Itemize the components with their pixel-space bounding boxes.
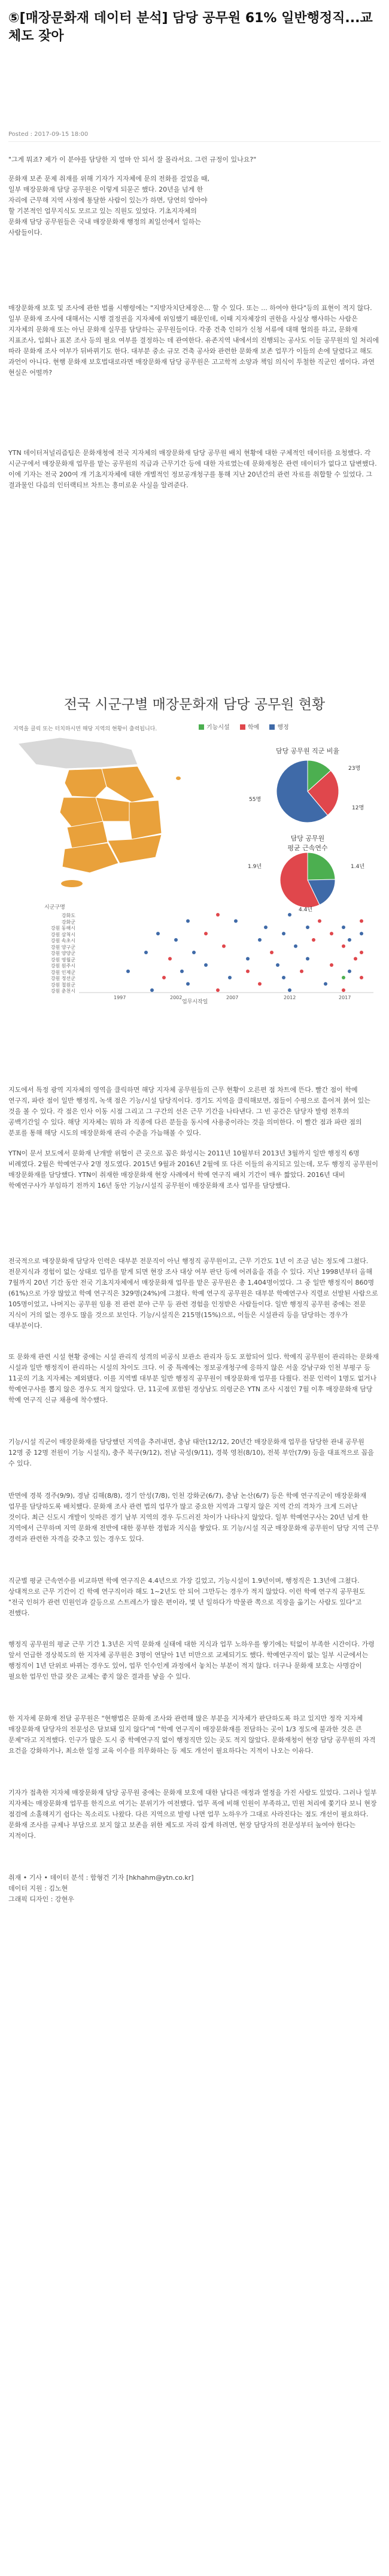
timeline-dot[interactable] (342, 945, 345, 948)
timeline-dot[interactable] (270, 951, 273, 954)
legend-item: 행정 (269, 722, 288, 731)
dot-row-label: 강원 양양군 (50, 951, 75, 956)
timeline-dot[interactable] (360, 976, 363, 979)
x-tick: 2012 (284, 995, 296, 1000)
timeline-dot[interactable] (258, 938, 262, 942)
paragraph-expert: 한 지자체 문화재 전담 공무원은 "현행법은 문화재 조사와 관련해 많은 부분을 지자체가 판단하도록 하고 있지만 정작 지자체 매장문화재 담당자의 전문성은 담보돼 있지 않다"며 "학예 연구직이 매장문화재를 전담하는 곳이 1/3 정도에 불과한 것은 큰 문제"라고 지적했다. 인구가 많은 도시 중 학예연구직 없이 행정직만 있는 곳도 적지 않았다. 문화재청이 현장 담당 공무원의 자격 요건을 강화하거나, 최소한 일정 교육 이수를 의무화하는 등 제도 개선이 필요하다는 지적이 나오는 이유다. (8, 1715, 376, 1755)
paragraph-tenure: 직군별 평균 근속연수를 비교하면 학예 연구직은 4.4년으로 가장 길었고, 기능시설이 1.9년이며, 행정직은 1.3년에 그쳤다. 상대적으로 근무 기간이 긴 학예 연구직이라 해도 1~2년도 안 되어 그만두는 경우가 적지 않았다. 이런 학예 연구직 공무원도 "전국 인허가 관련 민원인과 갈등으로 스트레스가 많은 편이라, 몇 년 일하다가 박물관 쪽으로 직장을 옮기는 사람도 있다"고 전했다. (8, 1577, 366, 1617)
pie1-label-green: 23명 (348, 766, 361, 772)
paragraph-map-guide: 지도에서 특정 광역 지자체의 영역을 클릭하면 해당 지자체 공무원들의 근무 현황이 오른편 점 차트에 뜬다. 빨간 점이 학예 연구직, 파란 점이 일반 행정직, 녹색 점은 기능/시설 담당직이다. 경기도 지역을 클릭해보면, 점들이 수평으로 흩어져 붉어 있는 것을 볼 수 있다. 각 점은 인사 이동 시점 그리고 그 구간의 선은 근무 기간을 나타낸다. 그 빈 공간은 담당자 발령 전후의 공백기간일 수 있다. 해당 지자체는 뭐하 과 직종에 다른 분들을 동시에 사용중이라는 것을 의미한다. 이 빨간 점과 파란 점의 분포를 통해 해당 시도의 매장문화재 관리 수준을 가늠해볼 수 있다. (8, 1086, 370, 1137)
timeline-dot[interactable] (180, 970, 184, 973)
timeline-dot[interactable] (330, 963, 333, 967)
legend (199, 722, 297, 731)
timeline-dot[interactable] (348, 938, 351, 942)
dot-row-label: 강원 삼척시 (50, 932, 75, 937)
dot-row-label: 강원 춘천시 (50, 988, 75, 994)
map-region-gangwon[interactable] (102, 766, 154, 802)
infographic (8, 692, 381, 1003)
timeline-dot[interactable] (360, 932, 363, 936)
dot-row-label: 강원 원주시 (50, 963, 75, 969)
paragraph-facilities: 또 문화재 관련 시설 현황 중에는 시설 관리직 성격의 비공식 보관소 관리자 등도 포함되어 있다. 학예직 공무원이 관리하는 문화재 시설과 일반 행정직이 관리하는 시설의 차이도 크다. 이 중 특례에는 정보공개청구에 응하지 않은 서울 강남구와 인천 부평구 등 11곳의 기초 지자체는 제외됐다. 이를 지역별 대부분 일반 행정직 공무원이 매장문화재 업무를 다뤘다. 전문 인력이 1명도 없거나 학예연구사를 뽑지 않은 경우도 적지 않았다. 단, 11곳에 포함된 경상남도 의령군은 YTN 조사 시점인 7월 이후 매장문화재 담당 학예 연구직 신규 채용에 착수했다. (8, 1353, 379, 1404)
timeline-dot[interactable] (282, 976, 285, 979)
timeline-dot[interactable] (162, 976, 166, 979)
paragraph-region-list: 기능/시설 직군이 매장문화재를 담당했던 지역을 추려내면, 충남 태안(12/12, 20년간 매장문화재 업무를 담당한 관내 공무원 12명 중 12명 전원이 기능 시설직), 충주 북구(9/12), 전남 곡성(9/11), 경북 영천(8/10), 전북 부안(7/9) 등을 대표적으로 꼽을 수 있다. (8, 1438, 374, 1467)
dot-row-label: 강화도 (61, 913, 75, 918)
timeline-dot[interactable] (204, 932, 208, 936)
x-axis-label: 업무시작일 (182, 999, 208, 1005)
x-tick: 1997 (114, 995, 126, 1000)
pie1-label-red: 12명 (352, 805, 364, 811)
dot-row-label: 강원 정선군 (50, 976, 75, 981)
pie2-label-blue: 1.4년 (351, 864, 365, 870)
timeline-dot[interactable] (186, 982, 190, 986)
pie-chart-ratio[interactable] (266, 757, 350, 829)
posted-date: Posted : 2017-09-15 18:00 (8, 131, 89, 138)
timeline-dot[interactable] (294, 945, 297, 948)
dot-row-label: 강화군 (61, 919, 75, 925)
timeline-dot[interactable] (312, 938, 315, 942)
paragraph-law: 매장문화재 보호 및 조사에 관한 법률 시행령에는 "지방자치단체장은... 할 수 있다. 또는 ... 하여야 한다"등의 표현이 적지 않다. 일부 문화재 조사에 대해서는 시행 결정권을 지자체에 위임했기 때문인데, 이때 지자체장의 권한을 사실상 행사하는 사람은 지자체의 문화재 또는 아닌 문화재 실무를 담당하는 공무원들이다. 각종 건축 인허가 신청 서류에 대해 협의를 하고, 문화재 지표조사, 입회나 표본 조사 등의 필요 여부를 결정하는 데 관여한다. 유존지역 내에서의 진행되는 공사도 이들 공무원의 일 처리에 따라 문화재 조사 여부가 뒤바뀌기도 한다. 대부분 중소 규모 건축 공사와 관련한 문화재 보존 업무가 이들의 손에 달렸다고 해도 과언이 아니다. 현행 문화재 보호법대로라면 매장문화재 담당 공무원은 고고학적 소양과 책임 의식이 투철한 직군인 셈이다. 과연 현실은 어떨까? (8, 304, 379, 377)
timeline-dot[interactable] (318, 920, 321, 923)
dot-row-label: 강원 동해시 (50, 926, 75, 931)
legend-item: 기능시설 (199, 722, 230, 731)
x-tick: 2002 (170, 995, 183, 1000)
legend-item: 학예 (240, 722, 259, 731)
x-tick: 2007 (226, 995, 239, 1000)
paragraph-hwaseong: YTN이 문서 보도에서 문화재 난개발 위협이 큰 곳으로 꼽은 화성시는 2011년 10월부터 2013년 3월까지 일반 행정직 6명 비례였다. 2월은 학예연구사 2명 정도였다. 2015년 9월과 2016년 2월에 또 다른 이들의 유지되고 있는데, 모두 행정직 공무원이 매장문화재를 담당했다. YTN이 취재한 매장문화재 현장 사례에서 학예 연구직 배치 기간이 매우 짧았다. 2016년 대비 학예연구사가 부임하기 전까지 16년 동안 기능/시설직 공무원이 매장문화재 조사 업무를 담당했다. (8, 1149, 378, 1190)
map-region-jeju[interactable] (61, 880, 83, 887)
timeline-dot[interactable] (330, 932, 333, 936)
map-region-gyeonggi[interactable] (65, 769, 107, 797)
timeline-dot[interactable] (282, 932, 285, 936)
timeline-dot[interactable] (168, 957, 172, 961)
pie2-title: 담당 공무원 평균 근속연수 (287, 835, 328, 852)
dot-row-label: 강원 속초시 (50, 938, 75, 943)
timeline-dot[interactable] (258, 982, 262, 986)
timeline-dot[interactable] (342, 926, 345, 929)
timeline-dot[interactable] (246, 957, 250, 961)
timeline-dot[interactable] (342, 976, 345, 979)
paragraph-contrast: 반면에 경북 경주(9/9), 경남 김해(8/8), 경기 안성(7/8), 인천 강화군(6/7), 충남 논산(6/7) 등은 학예 연구직군이 매장문화재 업무를 담당하도록 배치했다. 문화재 조사 관련 법의 업무가 많고 중요한 지역과 그렇지 않은 지역 간의 격차가 크게 드러난 것이다. 최근 신도시 개발이 잇따른 경기 남부 지역의 경우 두드러진 차이가 나타나지 않았다. 일부 학예연구사는 20년 넘게 한 지역에서 근무하며 지역 문화재 전반에 대한 풍부한 경험과 지식을 쌓았다. 또 기능/시설 직군 매장문화재 공무원이 담당 지역 근무 경력과 관련한 자격을 갖추고 있는 경우도 있다. (8, 1492, 379, 1543)
timeline-dot[interactable] (306, 926, 309, 929)
dot-row-label: 강원 양구군 (50, 944, 75, 950)
dot-row-label: 강원 영월군 (50, 957, 75, 963)
korea-map[interactable] (12, 732, 192, 888)
credit-reporter: 취재 • 기사 • 데이터 분석 : 함형건 기자 [hkhahm@ytn.co.kr] (8, 1874, 194, 1882)
pie1-title: 담당 공무원 직군 비율 (275, 747, 340, 755)
timeline-dot[interactable] (348, 970, 351, 973)
media-placeholder (8, 55, 381, 110)
pie-chart-tenure[interactable] (266, 850, 350, 910)
timeline-dot[interactable] (324, 982, 327, 986)
timeline-dot[interactable] (360, 951, 363, 954)
timeline-dot[interactable] (216, 988, 220, 992)
credit-graphic: 그래픽 디자인 : 강현우 (8, 1895, 74, 1903)
dot-row-label: 강원 인제군 (50, 969, 75, 975)
divider (8, 141, 381, 142)
article-headline: ⑤[매장문화재 데이터 분석] 담당 공무원 61% 일반행정직...교체도 잦아 (8, 11, 373, 44)
dot-chart-header: 시군구명 (44, 905, 65, 911)
map-region-gyeongbuk[interactable] (129, 800, 162, 839)
timeline-dot[interactable] (228, 976, 232, 979)
timeline-dot[interactable] (186, 920, 190, 923)
timeline-dot[interactable] (300, 970, 303, 973)
pie-slice-기능시설[interactable] (308, 852, 335, 880)
pie2-label-green: 1.9년 (248, 864, 262, 870)
map-region-jeonnam[interactable] (62, 843, 118, 873)
timeline-dot[interactable] (150, 988, 154, 992)
timeline-dot[interactable] (204, 963, 208, 967)
paragraph-quote: "그게 뭐죠? 제가 이 분야를 담당한 지 얼마 안 되서 잘 몰라서요. 그런 규정이 있나요?" (8, 156, 257, 163)
dot-row-label: 강원 철원군 (50, 982, 75, 988)
timeline-dot[interactable] (246, 970, 250, 973)
paragraph-closing: 기자가 접촉한 지자체 매장문화재 담당 공무원 중에는 문화재 보호에 대한 남다른 애정과 열정을 가진 사람도 있었다. 그러나 일부 지자체는 매장문화재 업무를 한직으로 여기는 분위기가 여전했다. 업무 폭에 비해 인원이 부족하고, 민원 처리에 쫓기다 보니 현장 점검에 소홀해지기 쉽다는 목소리도 나왔다. 다른 지역으로 발령 나면 업무 노하우가 그대로 사라진다는 점도 개선이 필요하다. 문화재 조사를 규제나 부담으로 보지 않고 보존을 위한 제도로 자리 잡게 하려면, 현장 담당자의 전문성부터 높여야 한다는 지적이다. (8, 1789, 377, 1840)
credit-data: 데이터 지원 : 김노현 (8, 1885, 68, 1892)
timeline-dot[interactable] (354, 957, 357, 961)
timeline-dot[interactable] (342, 988, 345, 992)
timeline-dot[interactable] (288, 913, 291, 917)
map-instruction: 지역을 클릭 또는 터치하시면 해당 지역의 현황이 출력됩니다. (13, 726, 157, 732)
timeline-dot[interactable] (192, 951, 196, 954)
pie1-label-blue: 55명 (249, 797, 262, 803)
pie2-label-red: 4.4년 (299, 907, 313, 913)
x-tick: 2017 (339, 995, 351, 1000)
timeline-dot[interactable] (306, 957, 309, 961)
timeline-dot[interactable] (276, 963, 279, 967)
map-region-ulleung[interactable] (176, 776, 181, 780)
paragraph-admin: 행정직 공무원의 평균 근무 기간 1.3년은 지역 문화재 실태에 대한 지식과 업무 노하우를 쌓기에는 턱없이 부족한 시간이다. 가령 앞서 언급한 경상북도의 한 지자체 공무원은 3명이 연달아 1년 미만으로 교체되기도 했다. 학예연구직이 없는 일부 시군에서는 행정직이 1년 단위로 바뀌는 경우도 있어, 업무 인수인계 과정에서 놓치는 부분이 적지 않다. 더구나 문화재 보호는 사명감이 필요한 업무인 만큼 잦은 교체는 좋지 않은 결과를 낳을 수 있다. (8, 1640, 375, 1680)
paragraph-intro: 문화재 보존 문제 취재를 위해 기자가 지자체에 문의 전화를 걸었을 때, 일부 매장문화재 담당 공무원은 이렇게 되묻곤 했다. 20년을 넘게 한 자리에 근무해 지역 사정에 통달한 사람이 있는가 하면, 당연히 알아야 할 기본적인 업무지식도 모르고 있는 직원도 있었다. 기초지자체의 문화재 담당 공무원들은 국내 매장문화재 행정의 최일선에서 일하는 사람들이다. (8, 175, 209, 236)
map-region-north[interactable] (18, 738, 138, 769)
infographic-title: 전국 시군구별 매장문화재 담당 공무원 현황 (63, 697, 326, 712)
timeline-dot[interactable] (360, 920, 363, 923)
timeline-dot[interactable] (264, 926, 268, 929)
timeline-dot[interactable] (144, 951, 148, 954)
paragraph-national: 전국적으로 매장문화재 담당자 인력은 대부분 전문직이 아닌 행정직 공무원이고, 근무 기간도 1년 이 조금 넘는 정도에 그쳤다. 전문지식과 경험이 없는 상태로 업무를 맡게 되면 현장 조사 대상 여부 판단 등에 어려움을 겪을 수 있다. 지난 1998년부터 올해 7월까지 20년 기간 동안 전국 기초지자체에서 매장문화재 업무를 맡은 공무원은 총 1,404명이었다. 그 중 일반 행정직이 860명(61%)으로 가장 많았고 학예 연구직은 329명(24%)에 그쳤다. 학예 연구직 공무원은 대부분 학예연구사 직렬로 선발된 사람으로 105명이었고, 나머지는 공무원 임용 전 관련 분야 근무 등 관련 경험을 인정받은 사람들이다. 일반 행정직 공무원 중에는 전문 지식이 거의 없는 경우도 많을 것으로 보인다. 기능/시설직은 215명(15%)으로, 이들은 시설관리 등을 담당하는 경우가 대부분이다. (8, 1257, 378, 1330)
media-placeholder-2 (8, 1018, 381, 1072)
timeline-dot[interactable] (174, 938, 178, 942)
timeline-dot[interactable] (156, 932, 160, 936)
timeline-dot[interactable] (216, 913, 220, 917)
timeline-dot[interactable] (288, 988, 291, 992)
timeline-dot[interactable] (126, 970, 130, 973)
paragraph-ytn-data: YTN 데이터저널리즘팀은 문화재청에 전국 지자체의 매장문화재 담당 공무원 배치 현황에 대한 구체적인 데이터를 요청했다. 각 시군구에서 매장문화재 업무를 맡는 공무원의 직급과 근무기간 등에 대한 자료였는데 문화재청은 관련 데이터가 없다고 답변했다. 이에 기자는 전국 200여 개 기초지자체에 대한 개별적인 정보공개청구를 통해 지난 20년간의 관련 자료를 취합할 수 있었다. 그 결과물인 다음의 인터랙티브 차트는 흥미로운 사실을 알려준다. (8, 449, 377, 489)
timeline-dot[interactable] (222, 945, 226, 948)
timeline-dot[interactable] (234, 920, 238, 923)
